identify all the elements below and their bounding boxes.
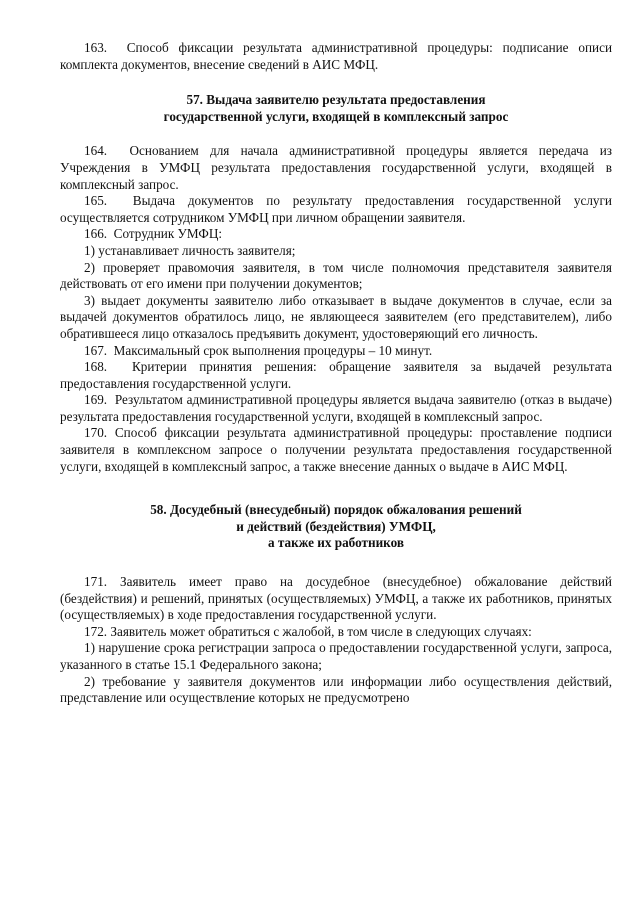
paragraph-168: 168. Критерии принятия решения: обращение заявителя за выдачей результата предоставления государственной услуги. xyxy=(60,359,612,391)
section-57-heading-line2: государственной услуги, входящей в комплексный запрос xyxy=(163,108,509,124)
section-58-heading-line1: 58. Досудебный (внесудебный) порядок обжалования решений xyxy=(150,502,522,518)
paragraph-172-item-2: 2) требование у заявителя документов или информации либо осуществления действий, представление или осуществление которых не предусмотрено xyxy=(60,673,612,706)
paragraph-171: 171. Заявитель имеет право на досудебное (внесудебное) обжалование действий (бездействия) и решений, принятых (осуществляемых) УМФЦ, а также их работников, принятых (осуществляемых) в ходе предоставления государственной услуги. xyxy=(60,574,612,623)
paragraph-166-item-1: 1) устанавливает личность заявителя; xyxy=(84,242,296,258)
paragraph-163: 163. Способ фиксации результата административной процедуры: подписание описи комплекта документов, внесение сведений в АИС МФЦ. xyxy=(60,40,612,72)
section-58-heading-line3: а также их работников xyxy=(267,535,404,551)
paragraph-166: 166. Сотрудник УМФЦ: xyxy=(84,226,223,242)
paragraph-167: 167. Максимальный срок выполнения процедуры – 10 минут. xyxy=(84,342,433,358)
paragraph-166-item-2: 2) проверяет правомочия заявителя, в том числе полномочия представителя заявителя действовать от его имени при получении документов; xyxy=(60,259,612,292)
paragraph-170: 170. Способ фиксации результата административной процедуры: проставление подписи заявителя в комплексном запросе о получении результата предоставления государственной услуги, входящей в комплексный запрос, а также внесение данных о выдаче в АИС МФЦ. xyxy=(60,425,612,474)
paragraph-165: 165. Выдача документов по результату предоставления государственной услуги осуществляется сотрудником УМФЦ при личном обращении заявителя. xyxy=(60,193,612,225)
paragraph-166-item-3: 3) выдает документы заявителю либо отказывает в выдаче документов в случае, если за выдачей документов обратилось лицо, не являющееся заявителем (его представителем), либо обратившееся лицо отказалось предъявить документ, удостоверяющий его личность. xyxy=(60,292,612,341)
section-57-heading-line1: 57. Выдача заявителю результата предоставления xyxy=(186,92,486,108)
paragraph-172-item-1: 1) нарушение срока регистрации запроса о предоставлении государственной услуги, запроса, указанного в статье 15.1 Федерального закона; xyxy=(60,640,612,672)
paragraph-164: 164. Основанием для начала административной процедуры является передача из Учреждения в УМФЦ результата предоставления государственной услуги, входящей в комплексный запрос. xyxy=(60,143,612,192)
paragraph-169: 169. Результатом административной процедуры является выдача заявителю (отказ в выдаче) результата предоставления государственной услуги, входящей в комплексный запрос. xyxy=(60,392,612,424)
section-58-heading-line2: и действий (бездействия) УМФЦ, xyxy=(236,518,436,534)
paragraph-172: 172. Заявитель может обратиться с жалобой, в том числе в следующих случаях: xyxy=(84,623,532,639)
